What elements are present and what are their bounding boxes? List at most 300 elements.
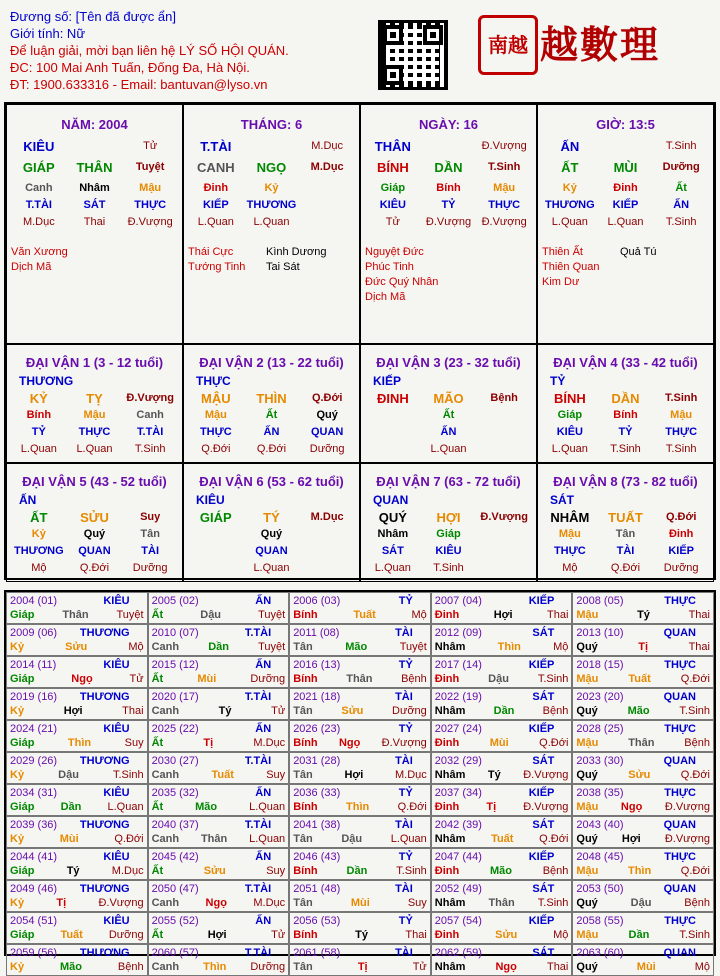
daivan-title: ĐẠI VẬN 6 (53 - 62 tuổi): [199, 474, 344, 489]
year-bottom: [435, 640, 569, 654]
pillar-mid-row: [365, 159, 532, 176]
daivan-title: ĐẠI VẬN 5 (43 - 52 tuổi): [22, 474, 167, 489]
year-label: 2008 (05): [576, 595, 624, 607]
daivan-god: [365, 424, 421, 441]
daivan-bottom: L.Quan: [374, 562, 411, 574]
year-branch: Thìn: [497, 641, 521, 653]
pillar-bottom: Thai: [83, 216, 106, 228]
pillar-top: M.Dục: [311, 140, 344, 152]
year-top: [435, 914, 569, 928]
daivan-god: [188, 543, 244, 560]
daivan-mid: MẬU: [201, 391, 231, 406]
year-cell[interactable]: [572, 624, 714, 656]
year-stem: Ất: [151, 673, 164, 685]
year-branch: Dần: [208, 641, 229, 653]
year-god: THỰC: [664, 851, 696, 863]
year-stem: Đinh: [434, 929, 460, 941]
pillar-bottom: L.Quan: [551, 216, 588, 228]
year-branch: Dậu: [488, 673, 509, 685]
year-god: THƯƠNG: [79, 947, 130, 959]
year-bottom: [152, 800, 286, 814]
gioi-tinh: Giới tính: Nữ: [10, 26, 86, 41]
year-stage: Tuyệt: [258, 641, 286, 653]
year-god: TÀI: [395, 755, 413, 767]
year-god: KIÊU: [103, 723, 130, 735]
pillar-god: KIÊU: [379, 199, 406, 211]
year-cell[interactable]: [572, 592, 714, 624]
pillar-bottom: L.Quan: [197, 216, 234, 228]
year-stem: Ất: [151, 609, 164, 621]
daivan-hidden: Tân: [140, 528, 160, 540]
daivan-hidden: Mậu: [83, 409, 106, 421]
pillar-bottom: Đ.Vượng: [481, 216, 527, 228]
year-stem: Quý: [576, 833, 598, 845]
year-bottom: [293, 832, 427, 846]
year-god: SÁT: [532, 627, 555, 639]
year-cell[interactable]: [431, 912, 573, 944]
year-god: KIÊU: [103, 787, 130, 799]
qr-code-icon[interactable]: [378, 20, 448, 90]
year-cell[interactable]: [289, 752, 431, 784]
year-cell[interactable]: [148, 688, 290, 720]
year-top: [10, 722, 144, 736]
year-bottom: [576, 864, 710, 878]
pillar-title: GIỜ: 13:5: [596, 117, 655, 132]
pillar-mid: ẤT: [561, 160, 579, 175]
pillar-top: THÂN: [374, 139, 411, 154]
star-left: Văn Xương: [11, 246, 68, 258]
year-cell[interactable]: [148, 752, 290, 784]
year-cell[interactable]: [431, 752, 573, 784]
year-top: [10, 754, 144, 768]
star-row: [11, 245, 178, 260]
year-stem: Nhâm: [434, 897, 466, 909]
year-label: 2033 (30): [576, 755, 624, 767]
pillar-hidden: Đinh: [613, 182, 638, 194]
year-cell[interactable]: [148, 912, 290, 944]
daivan-bottom: [299, 560, 355, 577]
year-branch: Mùi: [489, 737, 509, 749]
year-top: [576, 882, 710, 896]
daivan-gods-row: [11, 543, 178, 560]
year-stem: Giáp: [10, 609, 35, 621]
pillar-cell: [360, 104, 537, 344]
year-cell[interactable]: [431, 720, 573, 752]
year-stem: Nhâm: [434, 833, 466, 845]
year-cell[interactable]: [572, 784, 714, 816]
year-branch: Hợi: [63, 705, 83, 717]
year-bottom: [10, 832, 144, 846]
pillar-bottom-row: [365, 214, 532, 231]
pillar-god: [299, 197, 355, 214]
year-cell[interactable]: [289, 784, 431, 816]
year-top: [576, 946, 710, 960]
daivan-bottom-row: [542, 441, 709, 458]
year-label: 2022 (19): [434, 691, 482, 703]
year-branch: Sửu: [628, 769, 651, 781]
year-top: [435, 786, 569, 800]
year-god: TÀI: [395, 819, 413, 831]
year-top: [435, 882, 569, 896]
year-bottom: [293, 960, 427, 974]
year-stage: Suy: [266, 769, 286, 781]
year-stem: Canh: [151, 897, 180, 909]
year-stem: Giáp: [10, 929, 35, 941]
daivan-bottom: [476, 441, 532, 458]
pillar-mid: MÙI: [613, 160, 638, 175]
year-cell[interactable]: [6, 720, 148, 752]
pillar-mid: Tuyệt: [135, 161, 165, 173]
daivan-god: [476, 424, 532, 441]
pillar-bottom-row: [542, 214, 709, 231]
year-cell[interactable]: [431, 688, 573, 720]
daivan-hidden: [365, 407, 421, 424]
daivan-cell: [360, 344, 537, 463]
year-stage: Bệnh: [542, 705, 569, 717]
daivan-god: THỰC: [553, 545, 586, 557]
daivan-god: KIÊU: [435, 545, 462, 557]
year-cell[interactable]: [289, 944, 431, 976]
header-info: [10, 8, 289, 93]
daivan-hidden: Kỷ: [31, 528, 46, 540]
year-branch: Ngọ: [205, 897, 227, 909]
daivan-bottom-row: [11, 441, 178, 458]
pillar-mid-row: [11, 159, 178, 176]
year-cell[interactable]: [572, 752, 714, 784]
year-cell[interactable]: [148, 784, 290, 816]
daivan-god: TÀI: [616, 545, 635, 557]
daivan-god: THƯƠNG: [13, 545, 64, 557]
daivan-bottom: Q.Đới: [79, 562, 110, 574]
year-god: ẤN: [255, 723, 272, 735]
daivan-bottom: Q.Đới: [201, 443, 231, 455]
year-cell[interactable]: [148, 720, 290, 752]
year-branch: Sửu: [203, 865, 226, 877]
year-god: TỶ: [398, 723, 413, 735]
year-stage: Thai: [688, 641, 710, 653]
daivan-hidden-row: [365, 407, 532, 424]
year-top: [576, 818, 710, 832]
pillar-mid: T.Sinh: [487, 161, 521, 173]
year-cell[interactable]: [148, 816, 290, 848]
year-branch: Thân: [346, 673, 373, 685]
pillar-hidden: Giáp: [380, 182, 406, 194]
year-bottom: [152, 608, 286, 622]
star-row: [11, 260, 178, 275]
year-stage: Thai: [405, 929, 427, 941]
year-cell[interactable]: [572, 656, 714, 688]
year-cell[interactable]: [6, 912, 148, 944]
year-god: KIẾP: [528, 659, 555, 671]
daivan-mid: BÍNH: [553, 391, 586, 406]
year-cell[interactable]: [572, 720, 714, 752]
daivan-bottom-row: [542, 560, 709, 577]
year-cell[interactable]: [148, 656, 290, 688]
year-stem: Quý: [576, 705, 598, 717]
pillar-stars: [11, 245, 178, 275]
year-branch: Dần: [346, 865, 368, 877]
year-stage: Suy: [407, 897, 427, 909]
year-stem: Kỷ: [10, 897, 25, 909]
year-cell[interactable]: [431, 656, 573, 688]
year-stage: L.Quan: [249, 833, 286, 845]
year-top: [10, 690, 144, 704]
year-cell[interactable]: [6, 592, 148, 624]
daivan-mid: ĐINH: [376, 391, 409, 406]
year-cell[interactable]: [6, 688, 148, 720]
year-cell[interactable]: [6, 944, 148, 976]
pillar-cell: [183, 104, 360, 344]
daivan-mid: TÝ: [263, 510, 280, 525]
year-cell[interactable]: [289, 688, 431, 720]
year-god: QUAN: [663, 755, 696, 767]
year-branch: Hợi: [344, 769, 364, 781]
daivan-mid: Đ.Vượng: [126, 392, 174, 404]
pillar-bottom: [299, 214, 355, 231]
year-stage: Đ.Vượng: [381, 737, 427, 749]
year-branch: Tuất: [211, 769, 234, 781]
year-cell[interactable]: [289, 912, 431, 944]
year-bottom: [576, 736, 710, 750]
year-cell[interactable]: [148, 944, 290, 976]
year-stage: Bệnh: [117, 961, 144, 973]
year-cell[interactable]: [431, 880, 573, 912]
year-branch: Thìn: [203, 961, 227, 973]
pillar-gods-row: [365, 197, 532, 214]
year-bottom: [152, 672, 286, 686]
daivan-top: QUAN: [373, 493, 409, 507]
pillar-mid: DẦN: [434, 160, 463, 175]
year-branch: Mùi: [59, 833, 79, 845]
year-label: 2035 (32): [151, 787, 199, 799]
star-left: Thái Cực: [188, 246, 234, 258]
year-stage: Q.Đới: [680, 673, 710, 685]
pillar-hidden: Nhâm: [79, 182, 110, 194]
pillar-top: Tử: [143, 140, 158, 152]
year-stem: Tân: [293, 705, 313, 717]
year-branch: Thìn: [346, 801, 370, 813]
year-stem: Mậu: [576, 801, 599, 813]
year-branch: Mùi: [197, 673, 217, 685]
year-cell[interactable]: [6, 848, 148, 880]
daivan-mid: TỴ: [86, 391, 103, 406]
year-cell[interactable]: [289, 656, 431, 688]
year-branch: Tý: [487, 769, 501, 781]
year-cell[interactable]: [572, 880, 714, 912]
year-stem: Quý: [576, 769, 598, 781]
year-cell[interactable]: [6, 816, 148, 848]
year-stage: Tuyệt: [116, 609, 144, 621]
star-left: Phúc Tinh: [365, 261, 414, 273]
pillar-hidden: Ất: [675, 182, 687, 194]
year-bottom: [576, 672, 710, 686]
pillar-hidden: Bính: [436, 182, 461, 194]
year-cell[interactable]: [289, 816, 431, 848]
year-bottom: [293, 704, 427, 718]
year-branch: Tý: [218, 705, 232, 717]
year-stem: Tân: [293, 641, 313, 653]
year-cell[interactable]: [431, 944, 573, 976]
year-top: [293, 882, 427, 896]
star-row: [188, 260, 355, 275]
year-cell[interactable]: [6, 752, 148, 784]
year-bottom: [435, 768, 569, 782]
pillar-mid-row: [542, 159, 709, 176]
daivan-god: TỶ: [31, 426, 46, 438]
year-god: T.TÀI: [244, 819, 272, 831]
daivan-mid: Bệnh: [490, 392, 518, 404]
daivan-bottom-row: [188, 560, 355, 577]
year-stage: Mộ: [694, 961, 710, 973]
daivan-hidden: Mậu: [558, 528, 581, 540]
year-god: TỶ: [398, 915, 413, 927]
pillar-god: THƯƠNG: [544, 199, 595, 211]
daivan-god: QUAN: [255, 545, 288, 557]
year-cell[interactable]: [431, 624, 573, 656]
year-cell[interactable]: [6, 624, 148, 656]
daivan-mid-row: [11, 509, 178, 526]
year-cell[interactable]: [289, 592, 431, 624]
year-label: 2012 (09): [434, 627, 482, 639]
pillar-top: [598, 138, 654, 155]
year-bottom: [576, 800, 710, 814]
daivan-gods-row: [188, 424, 355, 441]
year-stage: M.Dục: [111, 865, 144, 877]
year-label: 2063 (60): [576, 947, 624, 959]
year-stage: Dưỡng: [108, 929, 144, 941]
year-stage: Tử: [129, 673, 144, 685]
daivan-mid: THÌN: [256, 391, 287, 406]
year-stem: Mậu: [576, 929, 599, 941]
year-stem: Quý: [576, 641, 598, 653]
year-label: 2014 (11): [10, 659, 57, 671]
year-label: 2056 (53): [293, 915, 341, 927]
year-label: 2017 (14): [434, 659, 482, 671]
daivan-bottom: Dưỡng: [663, 562, 699, 574]
daivan-cell: [183, 463, 360, 582]
daivan-hidden: Canh: [136, 409, 164, 421]
daivan-hidden-row: [11, 407, 178, 424]
pillar-hidden: Mậu: [139, 182, 162, 194]
year-stem: Quý: [576, 961, 598, 973]
pillar-bottom-row: [188, 214, 355, 231]
year-branch: Sửu: [65, 641, 88, 653]
daivan-title: ĐẠI VẬN 1 (3 - 12 tuổi): [25, 355, 164, 370]
year-bottom: [10, 640, 144, 654]
year-label: 2024 (21): [10, 723, 58, 735]
year-cell[interactable]: [148, 848, 290, 880]
year-cell[interactable]: [431, 592, 573, 624]
year-cell[interactable]: [289, 848, 431, 880]
year-cell[interactable]: [572, 944, 714, 976]
pillar-god: THỰC: [488, 199, 521, 211]
star-left: Nguyệt Đức: [365, 246, 424, 258]
year-branch: Tị: [638, 641, 649, 653]
daivan-mid: Đ.Vượng: [480, 511, 528, 523]
pillar-cell: [6, 104, 183, 344]
year-bottom: [10, 864, 144, 878]
pillar-top: T.Sinh: [665, 140, 697, 152]
year-god: KIẾP: [528, 787, 555, 799]
year-cell[interactable]: [289, 720, 431, 752]
year-label: 2048 (45): [576, 851, 624, 863]
daivan-god: T.TÀI: [137, 426, 164, 438]
year-god: T.TÀI: [244, 627, 272, 639]
year-stem: Nhâm: [434, 705, 466, 717]
year-cell[interactable]: [572, 688, 714, 720]
year-stage: Dưỡng: [250, 961, 286, 973]
year-branch: Ngọ: [620, 801, 643, 813]
year-cell[interactable]: [289, 624, 431, 656]
pillar-bottom: L.Quan: [253, 216, 290, 228]
brand-logo: 越數理: [540, 22, 661, 67]
year-top: [10, 594, 144, 608]
year-cell[interactable]: [572, 848, 714, 880]
year-top: [10, 946, 144, 960]
year-stem: Kỷ: [10, 641, 25, 653]
year-cell[interactable]: [431, 784, 573, 816]
year-stem: Bính: [293, 929, 318, 941]
year-label: 2036 (33): [293, 787, 341, 799]
daivan-top: TỶ: [550, 374, 566, 388]
year-cell[interactable]: [6, 784, 148, 816]
year-label: 2026 (23): [293, 723, 341, 735]
year-cell[interactable]: [148, 592, 290, 624]
year-branch: Mão: [195, 801, 218, 813]
year-top: [10, 626, 144, 640]
year-branch: Mùi: [636, 961, 656, 973]
year-branch: Dậu: [341, 833, 363, 845]
year-cell[interactable]: [148, 624, 290, 656]
daivan-top: ẤN: [19, 493, 37, 507]
year-top: [152, 818, 286, 832]
daivan-gods-row: [188, 543, 355, 560]
daivan-cell: [183, 344, 360, 463]
year-bottom: [152, 832, 286, 846]
year-cell[interactable]: [6, 880, 148, 912]
year-cell[interactable]: [431, 848, 573, 880]
year-top: [435, 626, 569, 640]
pillar-hidden: Canh: [25, 182, 53, 194]
daivan-bottom: L.Quan: [551, 443, 588, 455]
year-top: [10, 882, 144, 896]
year-stage: L.Quan: [249, 801, 286, 813]
year-cell[interactable]: [572, 912, 714, 944]
year-branch: Sửu: [341, 705, 364, 717]
year-god: T.TÀI: [244, 883, 272, 895]
year-cell[interactable]: [6, 656, 148, 688]
pillar-hidden: Kỷ: [264, 182, 279, 194]
year-cell[interactable]: [431, 816, 573, 848]
year-cell[interactable]: [289, 880, 431, 912]
year-god: ẤN: [255, 659, 272, 671]
year-cell[interactable]: [572, 816, 714, 848]
year-cell[interactable]: [148, 880, 290, 912]
pillar-grid: [4, 102, 716, 580]
year-top: [152, 722, 286, 736]
year-top: [10, 818, 144, 832]
year-stem: Ất: [151, 865, 164, 877]
daivan-hidden: Nhâm: [377, 528, 409, 540]
year-god: THỰC: [664, 595, 696, 607]
year-label: 2053 (50): [576, 883, 624, 895]
daivan-god: SÁT: [381, 545, 404, 557]
year-branch: Ngọ: [338, 737, 361, 749]
daivan-bottom: T.Sinh: [610, 443, 641, 455]
pillar-top-row: [365, 138, 532, 155]
daivan-hidden-row: [188, 526, 355, 543]
year-top: [576, 690, 710, 704]
